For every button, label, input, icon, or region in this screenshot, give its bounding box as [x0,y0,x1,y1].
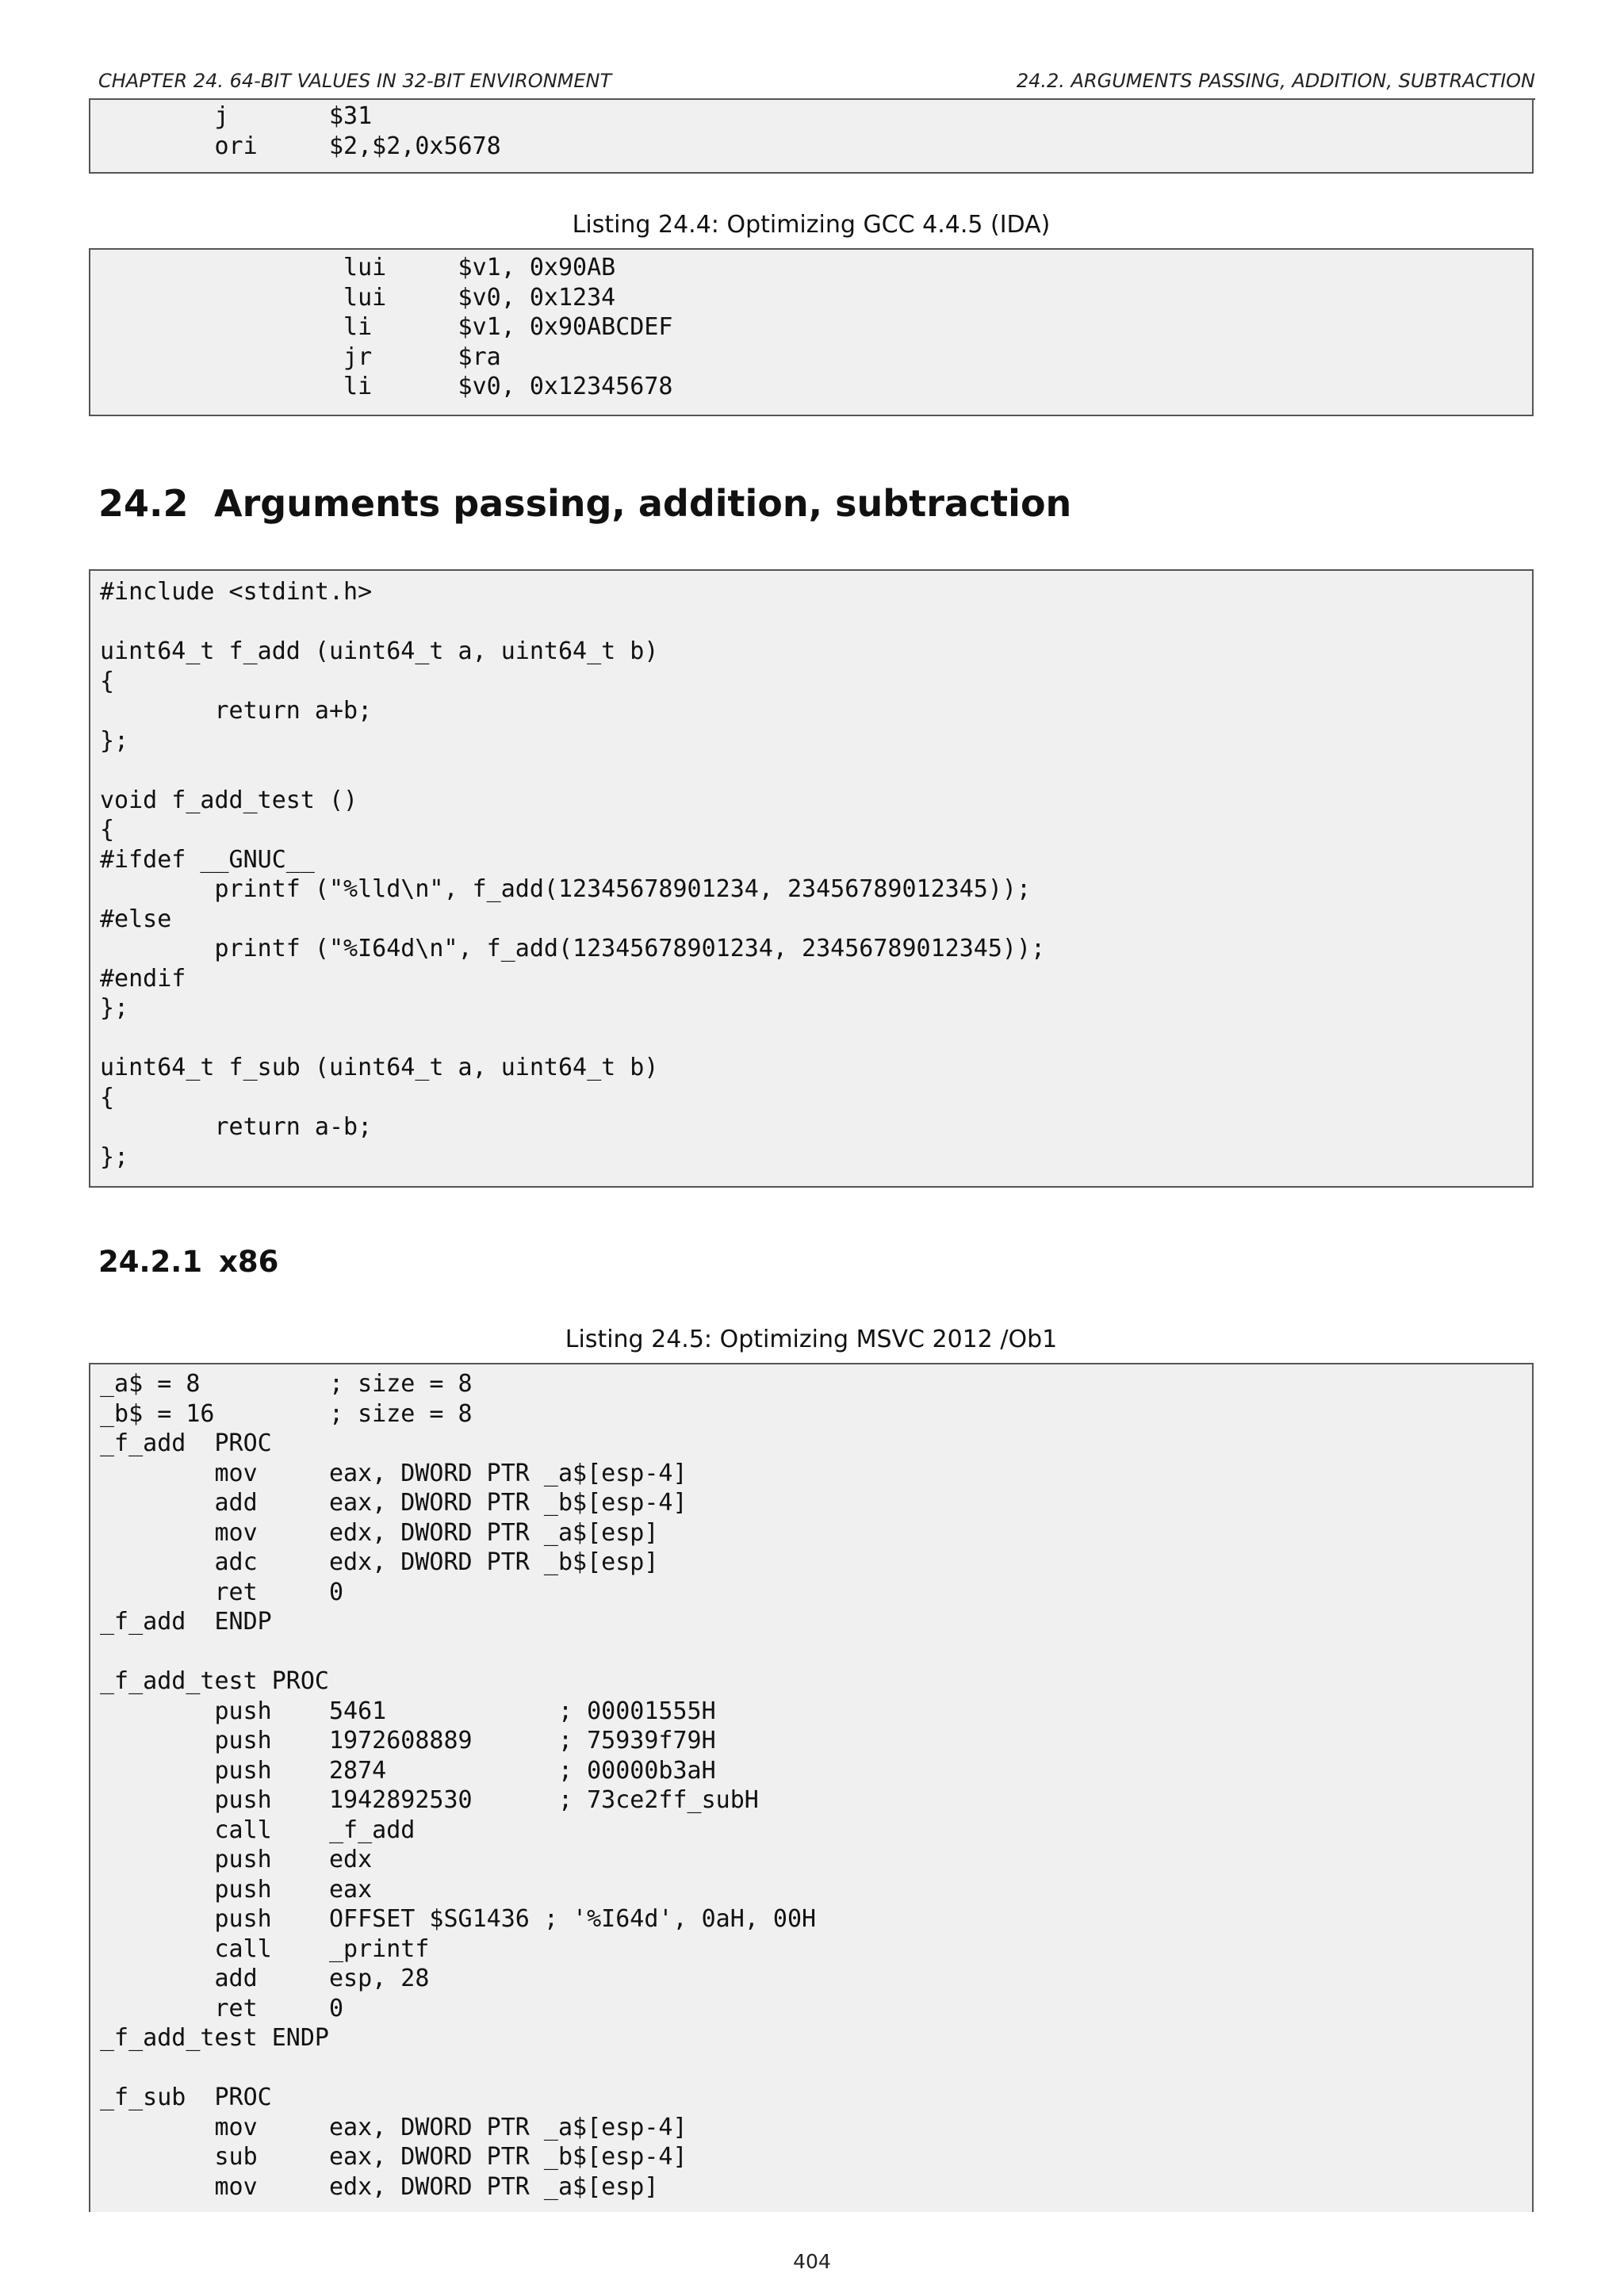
running-header-chapter: CHAPTER 24. 64-BIT VALUES IN 32-BIT ENVIRONMENT [98,70,612,92]
running-header-section: 24.2. ARGUMENTS PASSING, ADDITION, SUBTRACTION [1016,70,1535,92]
section-title: Arguments passing, addition, subtraction [214,482,1072,525]
listing-24-4-caption: Listing 24.4: Optimizing GCC 4.4.5 (IDA) [572,211,1051,239]
section-24-2-heading [98,482,1071,525]
subsection-number: 24.2.1 [98,1245,203,1279]
listing-24-4-code-block [89,248,1534,416]
code-block-continued [89,98,1534,174]
subsection-title: x86 [219,1245,279,1279]
section-number: 24.2 [98,482,189,525]
subsection-24-2-1-heading [98,1245,278,1279]
listing-24-5-caption: Listing 24.5: Optimizing MSVC 2012 /Ob1 [565,1326,1058,1353]
c-source-code: #include <stdint.h> uint64_t f_add (uint64_t a, uint64_t b) { return a+b; }; void f_add_test () { #ifdef __GNUC__ printf ("%lld\n", f_add(12345678901234, 23456789012345)); #else printf ("%I64d\n", f_add(12345678901234, 23456789012345)); #endif }; uint64_t f_sub (uint64_t a, uint64_t b) { return a-b; }; [100,578,1046,1171]
listing-24-5-code: _a$ = 8 ; size = 8 _b$ = 16 ; size = 8 _f_add PROC mov eax, DWORD PTR _a$[esp-4] add eax, DWORD PTR _b$[esp-4] mov edx, DWORD PTR _a$[esp] adc edx, DWORD PTR _b$[esp] ret 0 _f_add ENDP _f_add_test PROC push 5461 ; 00001555H push 1972608889 ; 75939f79H push 2874 ; 00000b3aH push 1942892530 ; 73ce2ff_subH call _f_add push edx push eax push OFFSET $SG1436 ; '%I64d', 0aH, 00H call _printf add esp, 28 ret 0 _f_add_test ENDP _f_sub PROC mov eax, DWORD PTR _a$[esp-4] sub eax, DWORD PTR _b$[esp-4] mov edx, DWORD PTR _a$[esp] [100,1370,817,2201]
page-number: 404 [793,2250,831,2273]
c-source-code-block [89,569,1534,1188]
listing-24-5-code-block [89,1363,1534,2212]
listing-24-4-code: lui $v1, 0x90AB lui $v0, 0x1234 li $v1, 0x90ABCDEF jr $ra li $v0, 0x12345678 [343,254,673,400]
code-text-continued: j $31 ori $2,$2,0x5678 [214,102,501,160]
